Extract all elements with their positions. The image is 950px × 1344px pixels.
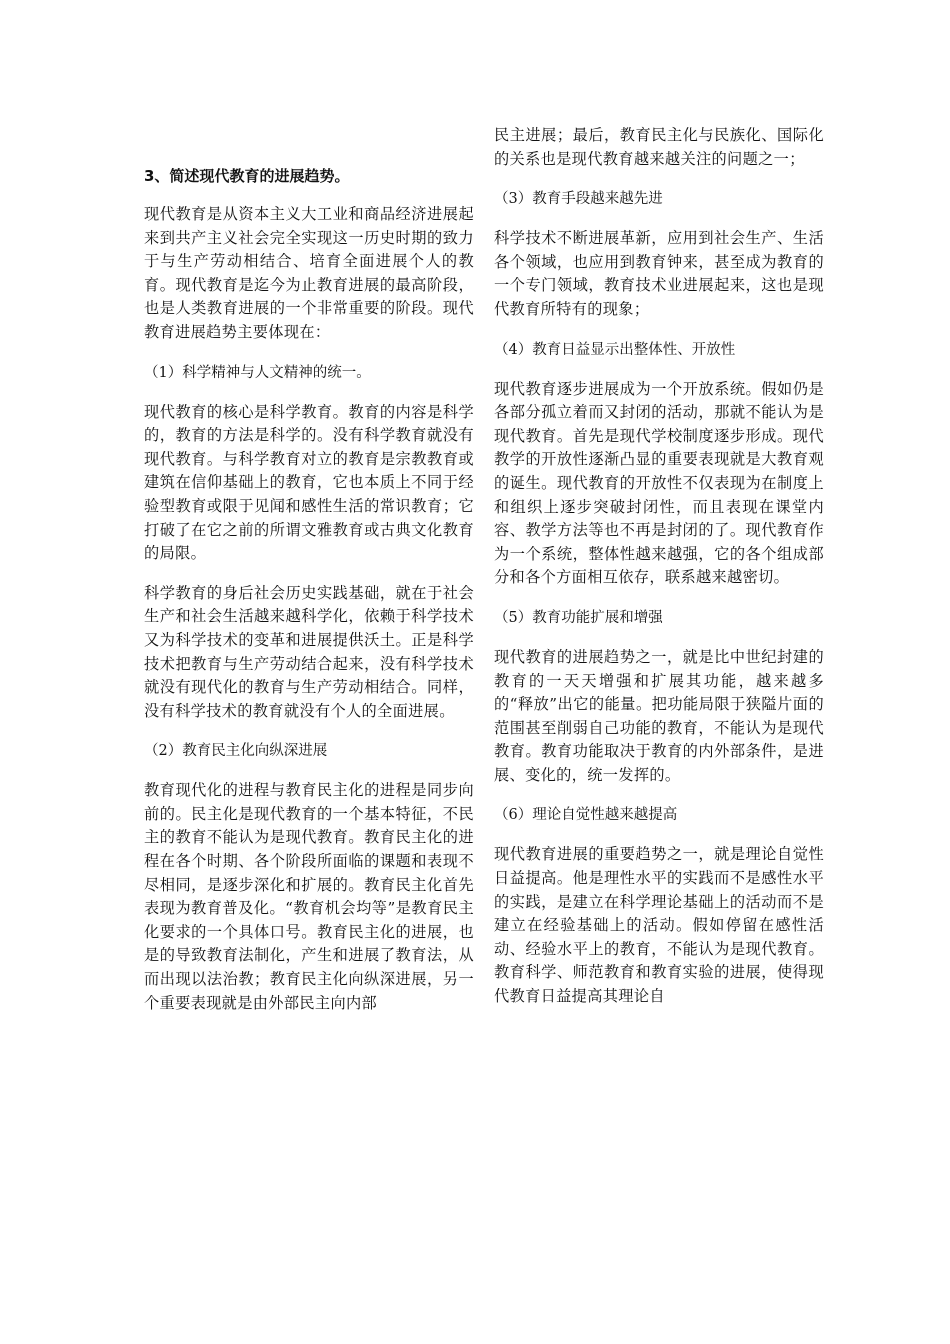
paragraph-3: 科学技术不断进展革新，应用到社会生产、生活各个领域，也应用到教育钟来，甚至成为教育的一个专门领域，教育技术业进展起来，这也是现代教育所特有的现象； xyxy=(494,229,824,318)
subheading-5: （5）教育功能扩展和增强 xyxy=(494,609,663,626)
subheading-2: （2）教育民主化向纵深进展 xyxy=(144,743,328,760)
subheading-3: （3）教育手段越来越先进 xyxy=(494,191,663,208)
subheading-6: （6）理论自觉性越来越提高 xyxy=(494,807,678,824)
paragraph-6: 现代教育进展的重要趋势之一，就是理论自觉性日益提高。他是理性水平的实践而不是感性水平的实践，是建立在科学理论基础上的活动而不是建立在经验基础上的活动。假如停留在感性活动、经验水平上的教育，不能认为是现代教育。教育科学、师范教育和教育实验的进展，使得现代教育日益提高其理论自 xyxy=(494,845,824,1006)
paragraph-1b: 科学教育的身后社会历史实践基础，就在于社会生产和社会生活越来越科学化，依赖于科学技术又为科学技术的变革和进展提供沃土。正是科学技术把教育与生产劳动结合起来，没有科学技术就没有现代化的教育与生产劳动相结合。同样，没有科学技术的教育就没有个人的全面进展。 xyxy=(144,583,474,720)
subheading-4: （4）教育日益显示出整体性、开放性 xyxy=(494,341,736,358)
paragraph-4: 现代教育逐步进展成为一个开放系统。假如仍是各部分孤立着而又封闭的活动，那就不能认为是现代教育。首先是现代学校制度逐步形成。现代教学的开放性逐渐凸显的重要表现就是大教育观的诞生。现代教育的开放性不仅表现为在制度上和组织上逐步突破封闭性，而且表现在课堂内容、教学方法等也不再是封闭的了。现代教育作为一个系统，整体性越来越强，它的各个组成部分和各个方面相互依存，联系越来越密切。 xyxy=(494,379,824,587)
paragraph-2: 教育现代化的进程与教育民主化的进程是同步向前的。民主化是现代教育的一个基本特征，不民主的教育不能认为是现代教育。教育民主化的进程在各个时期、各个阶段所面临的课题和表现不尽相同，是逐步深化和扩展的。教育民主化首先表现为教育普及化。“教育机会均等”是教育民主化要求的一个具体口号。教育民主化的进展，也是的导致教育法制化，产生和进展了教育法，从而出现以法治教；教育民主化向纵深进展，另一个重要表现就是由外部民主向内部 xyxy=(144,781,474,1012)
section-heading: 3、简述现代教育的进展趋势。 xyxy=(144,167,350,185)
intro-paragraph: 现代教育是从资本主义大工业和商品经济进展起来到共产主义社会完全实现这一历史时期的致力于与生产劳动相结合、培育全面进展个人的教育。现代教育是迄今为止教育进展的最高阶段，也是人类教育进展的一个非常重要的阶段。现代教育进展趋势主要体现在： xyxy=(144,205,474,341)
subheading-1: （1）科学精神与人文精神的统一。 xyxy=(144,364,371,381)
paragraph-1a: 现代教育的核心是科学教育。教育的内容是科学的，教育的方法是科学的。没有科学教育就没有现代教育。与科学教育对立的教育是宗教教育或建筑在信仰基础上的教育，它也本质上不同于经验型教育或限于见闻和感性生活的常识教育；它打破了在它之前的所谓文雅教育或古典文化教育的局限。 xyxy=(144,402,474,563)
left-column xyxy=(144,164,474,1031)
paragraph-5: 现代教育的进展趋势之一，就是比中世纪封建的教育的一天天增强和扩展其功能，越来越多的“释放”出它的能量。把功能局限于狭隘片面的范围甚至削弱自己功能的教育，不能认为是现代教育。教育功能取决于教育的内外部条件，是进展、变化的，统一发挥的。 xyxy=(494,647,824,784)
paragraph-2-continued: 民主进展；最后，教育民主化与民族化、国际化的关系也是现代教育越来越关注的问题之一； xyxy=(494,126,824,168)
right-column xyxy=(494,124,824,1025)
